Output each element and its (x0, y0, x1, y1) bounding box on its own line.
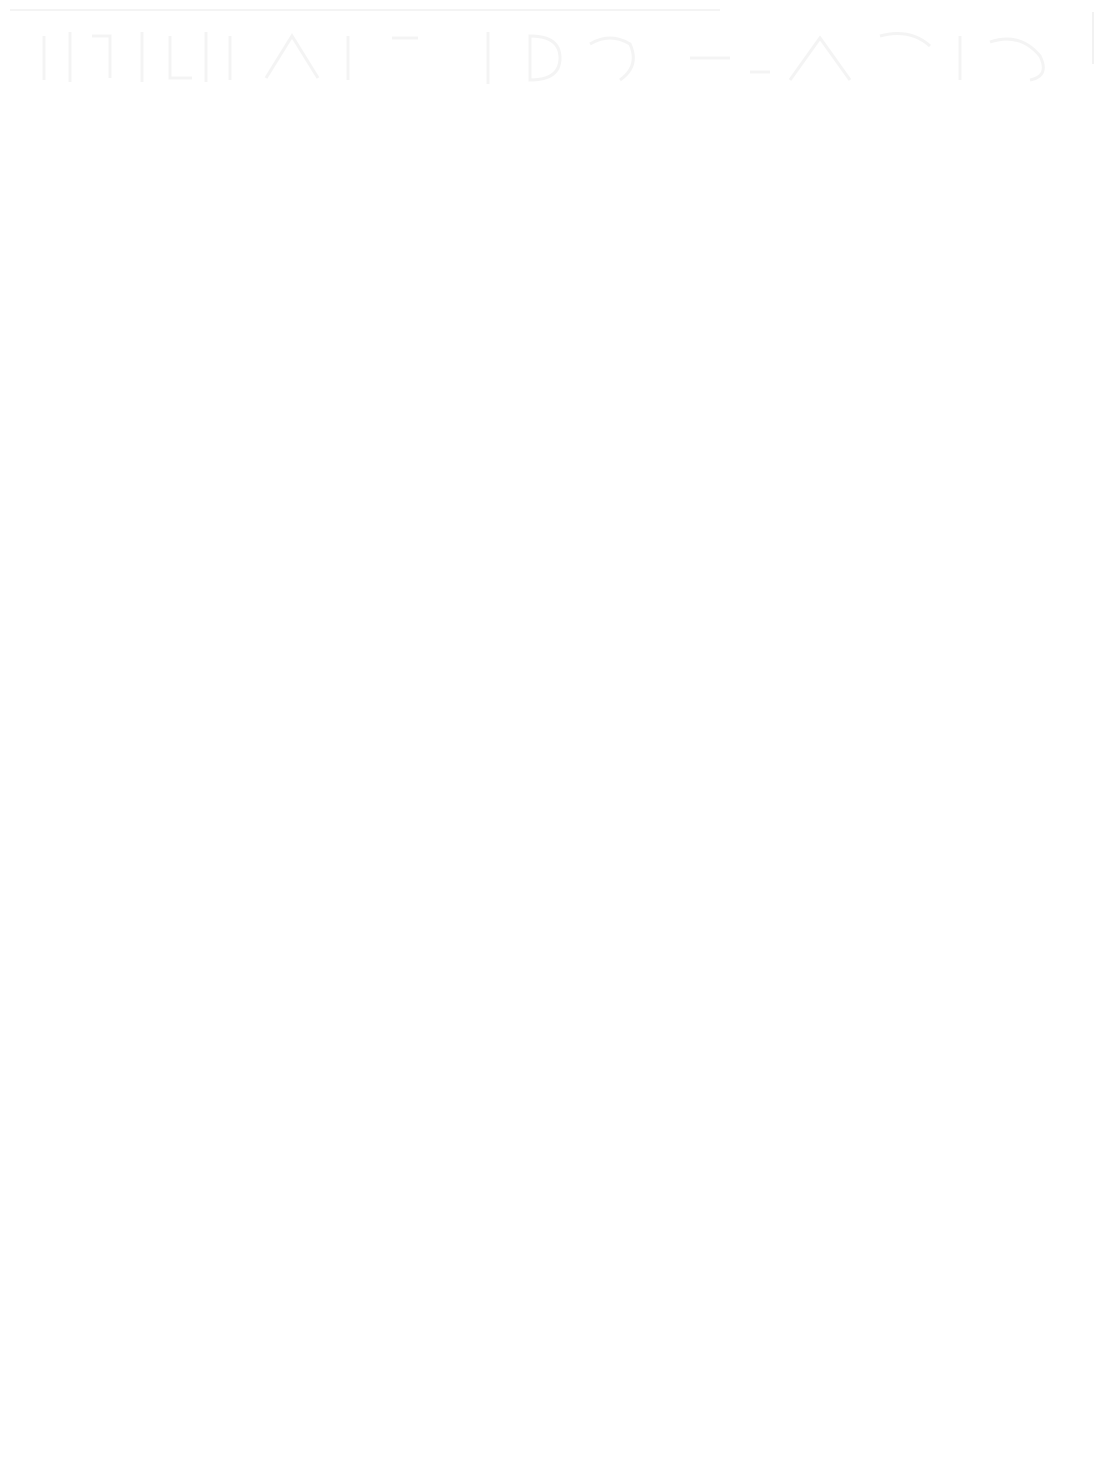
faint-header-graphic (30, 22, 1094, 92)
header-logo-strip (30, 22, 1094, 92)
right-edge-mark (1092, 12, 1094, 64)
top-divider (10, 9, 720, 11)
